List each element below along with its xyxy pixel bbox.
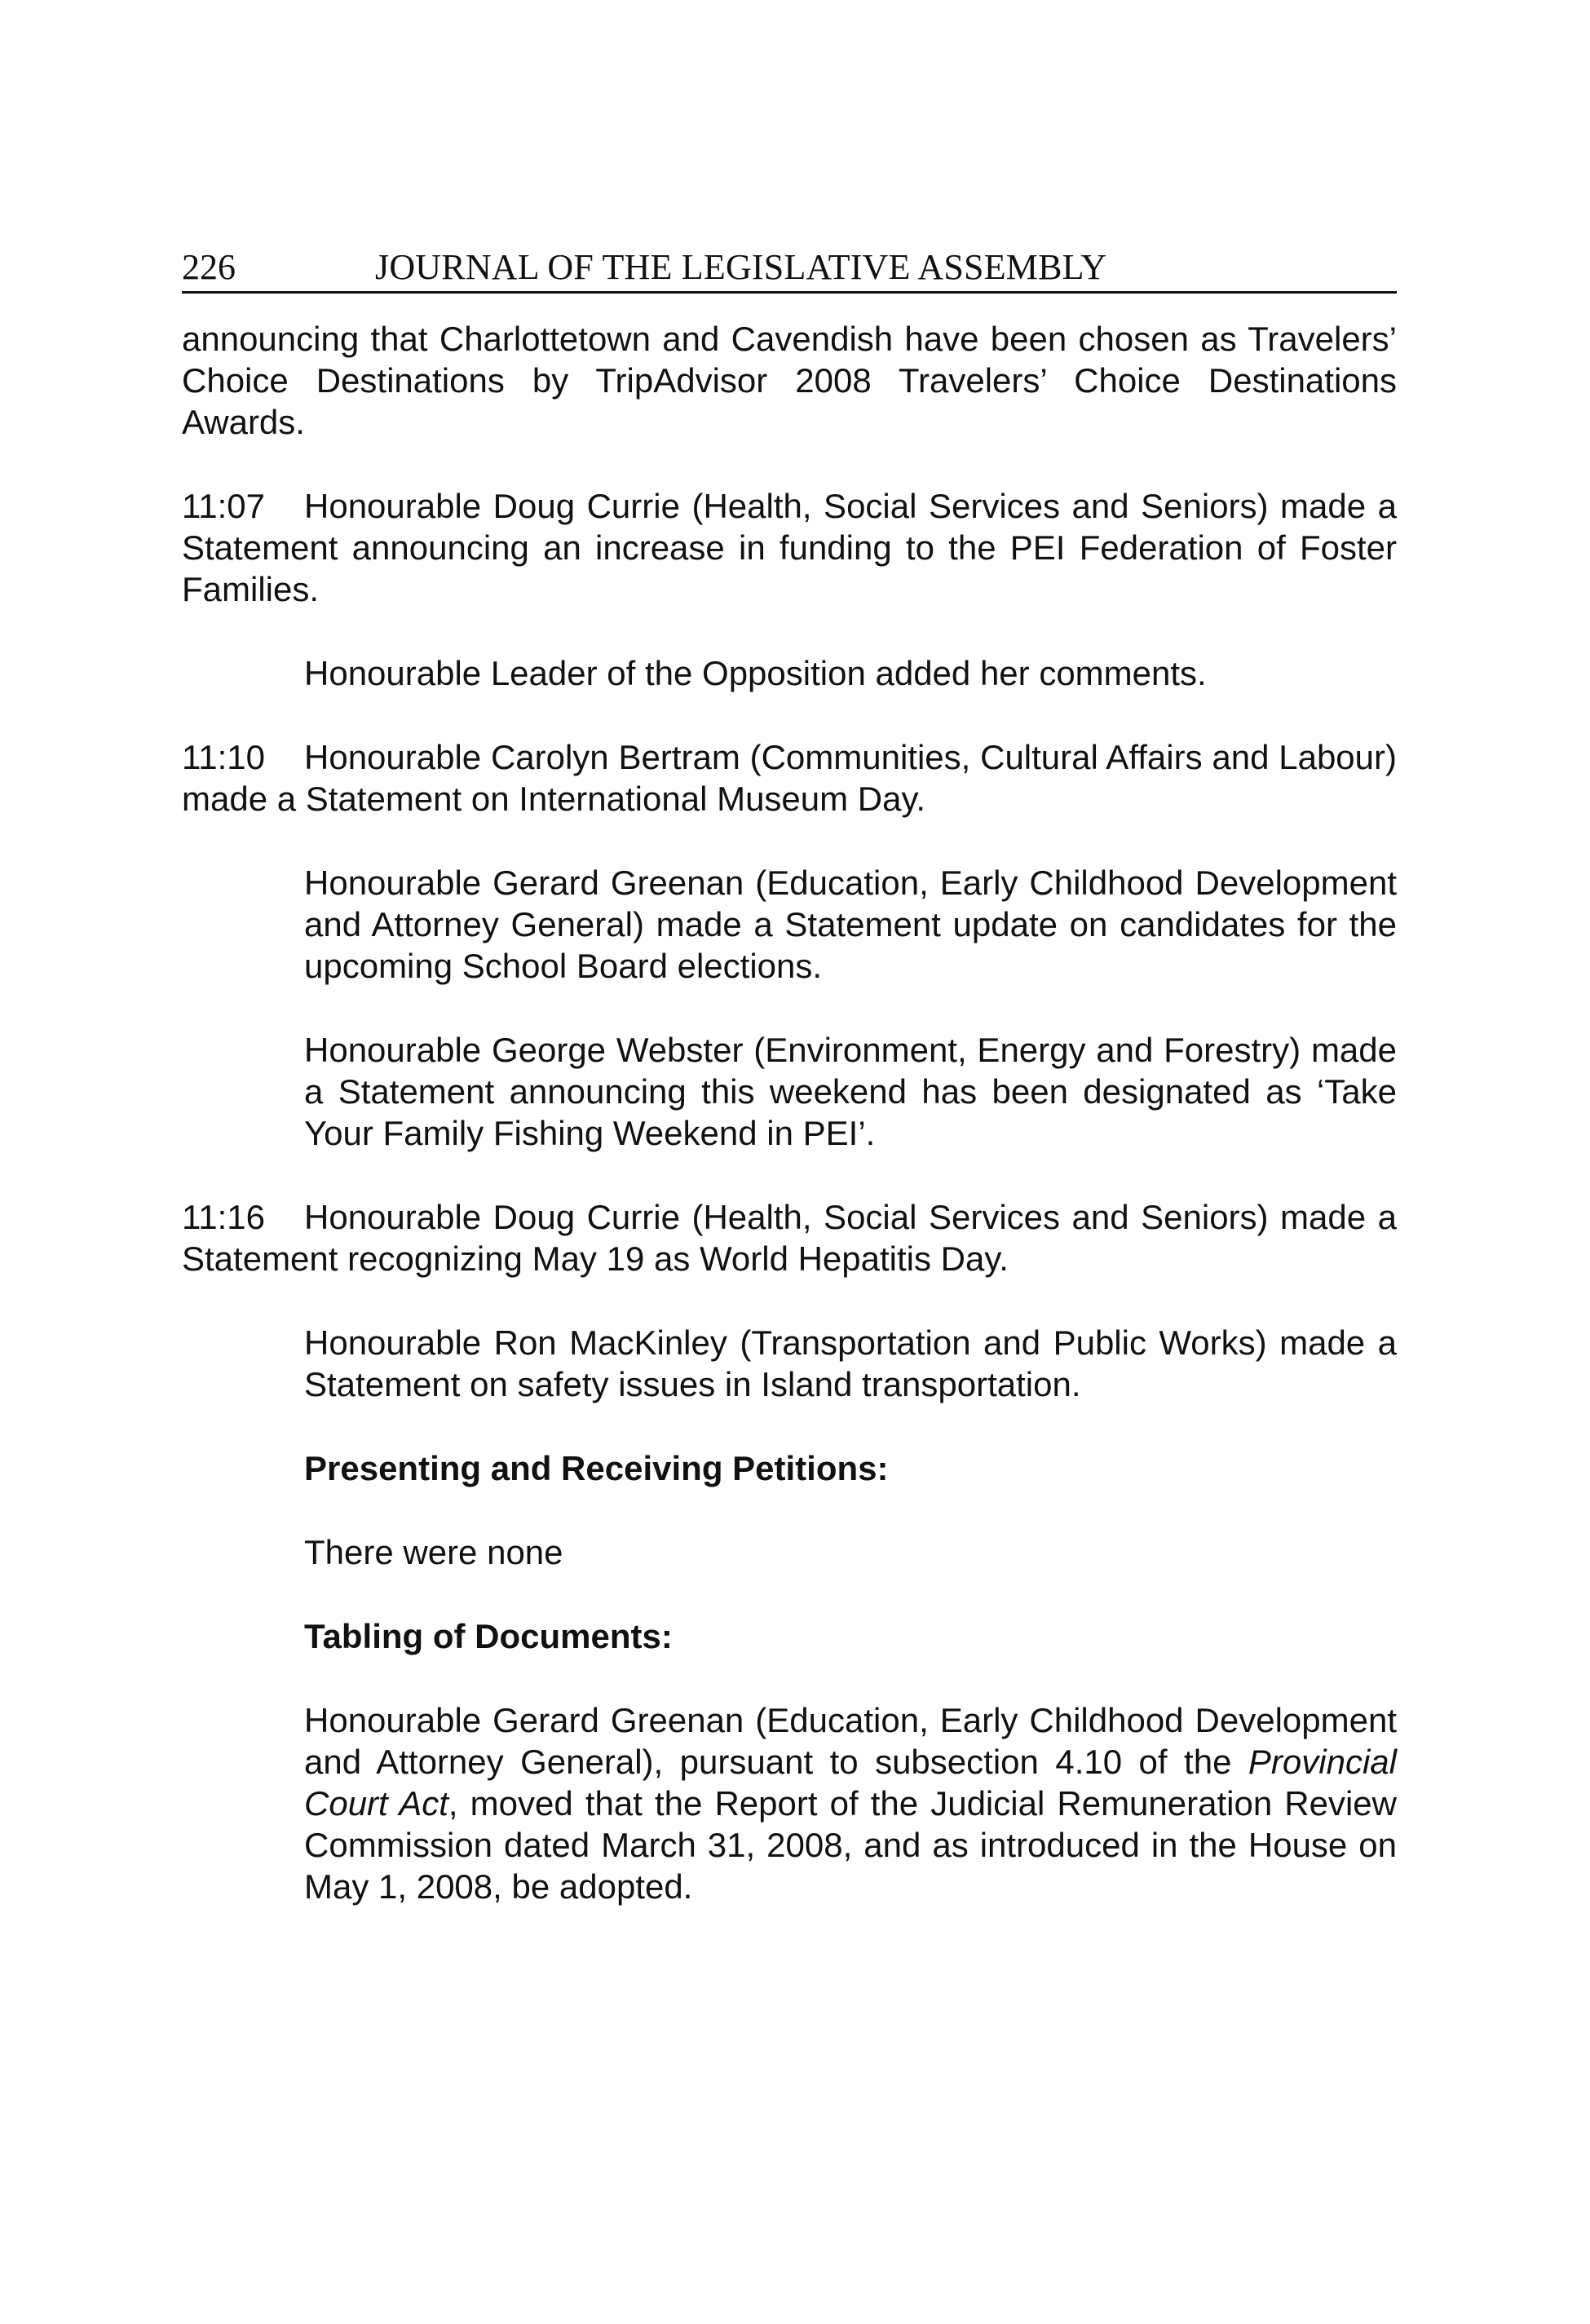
section-heading-tabling: Tabling of Documents: bbox=[304, 1617, 673, 1655]
paragraph-text: Honourable Gerard Greenan (Education, Early Childhood Development and Attorney General), pursuant to subsection 4.10 of the bbox=[304, 1701, 1397, 1781]
time-stamp: 11:10 bbox=[182, 738, 265, 776]
act-title: Provincial Court Act bbox=[304, 1743, 1397, 1823]
paragraph-opposition-comments bbox=[304, 652, 1397, 694]
paragraph-island-transportation bbox=[304, 1322, 1397, 1405]
paragraph-text: Honourable Gerard Greenan (Education, Early Childhood Development and Attorney General) made a Statement update on candidates for the upcoming School Board elections. bbox=[304, 864, 1397, 985]
paragraph-text: announcing that Charlottetown and Cavendish have been chosen as Travelers’ Choice Destinations by TripAdvisor 2008 Travelers’ Choice Destinations Awards. bbox=[182, 320, 1397, 441]
journal-body bbox=[182, 318, 1397, 1907]
paragraph-no-petitions bbox=[304, 1531, 1397, 1573]
paragraph-text: Honourable Carolyn Bertram (Communities, Cultural Affairs and Labour) made a Statement on International Museum Day. bbox=[182, 738, 1397, 818]
section-heading-petitions: Presenting and Receiving Petitions: bbox=[304, 1449, 889, 1487]
paragraph-travelers-choice bbox=[182, 318, 1397, 443]
journal-page bbox=[182, 241, 1397, 1950]
time-stamp: 11:07 bbox=[182, 487, 265, 525]
page-number: 226 bbox=[182, 247, 236, 287]
paragraph-judicial-remuneration bbox=[304, 1699, 1397, 1907]
running-header bbox=[182, 241, 1397, 294]
paragraph-text: Honourable Doug Currie (Health, Social Services and Seniors) made a Statement recognizing May 19 as World Hepatitis Day. bbox=[182, 1198, 1397, 1278]
paragraph-hepatitis-day bbox=[182, 1196, 1397, 1279]
paragraph-foster-families bbox=[182, 485, 1397, 610]
paragraph-text: , moved that the Report of the Judicial Remuneration Review Commission dated March 31, 2008, and as introduced in the House on May 1, 2008, be adopted. bbox=[304, 1784, 1397, 1906]
paragraph-school-board bbox=[304, 862, 1397, 987]
paragraph-museum-day bbox=[182, 736, 1397, 820]
paragraph-text: Honourable Ron MacKinley (Transportation and Public Works) made a Statement on safety issues in Island transportation. bbox=[304, 1323, 1397, 1403]
paragraph-family-fishing bbox=[304, 1029, 1397, 1154]
paragraph-text: Honourable Doug Currie (Health, Social Services and Seniors) made a Statement announcing an increase in funding to the PEI Federation of Foster Families. bbox=[182, 487, 1397, 608]
journal-title: JOURNAL OF THE LEGISLATIVE ASSEMBLY bbox=[375, 247, 1107, 287]
paragraph-text: Honourable Leader of the Opposition added her comments. bbox=[304, 654, 1207, 692]
time-stamp: 11:16 bbox=[182, 1198, 265, 1236]
paragraph-text: There were none bbox=[304, 1533, 563, 1571]
paragraph-text: Honourable George Webster (Environment, Energy and Forestry) made a Statement announcing this weekend has been designated as ‘Take Your Family Fishing Weekend in PEI’. bbox=[304, 1031, 1397, 1152]
